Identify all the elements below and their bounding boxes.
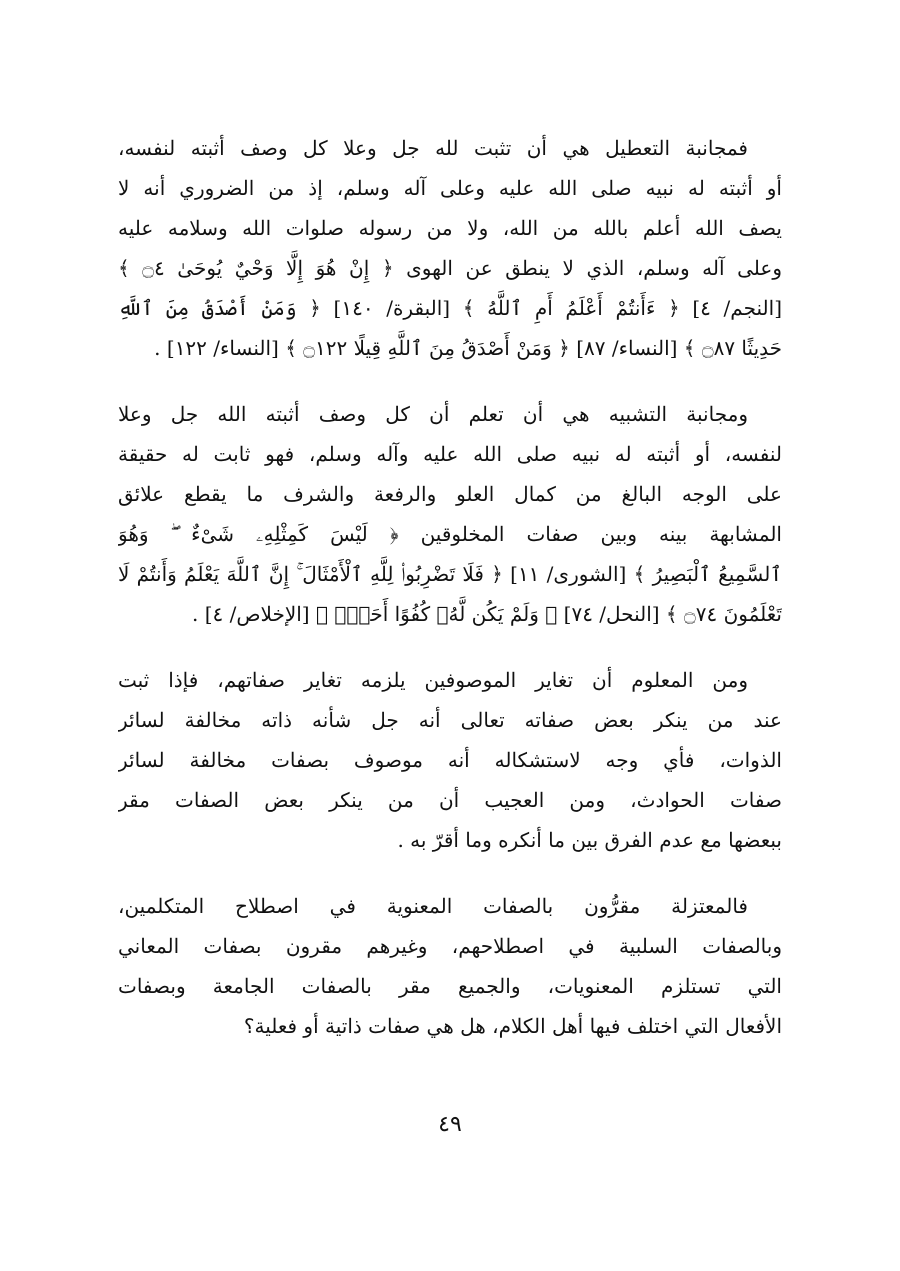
text-line: لنفسه، أو أثبته له نبيه صلى الله عليه وآله وسلم، فهو ثابت له حقيقة [118, 442, 782, 466]
text-line: فالمعتزلة مقرُّون بالصفات المعنوية في اصطلاح المتكلمين، [118, 894, 748, 918]
text-line: حَدِيثًا ۝٨٧ ﴾ [النساء/ ٨٧] ﴿ وَمَنْ أَصْدَقُ مِنَ ٱللَّهِ قِيلًا ۝١٢٢ ﴾ [النساء/ ١٢٢] . [154, 336, 782, 360]
text-line: أو أثبته له نبيه صلى الله عليه وعلى آله وسلم، إذ من الضروري أنه لا [118, 176, 782, 200]
text-line: [النجم/ ٤] ﴿ ءَأَنتُمْ أَعْلَمُ أَمِ ٱللَّهُ ﴾ [البقرة/ ١٤٠] ﴿ وَمَنْ أَصْدَقُ مِنَ ٱللَّهِ [118, 296, 782, 320]
paragraph-mutazila [118, 886, 782, 1046]
paragraph-ta3til [118, 128, 782, 368]
text-line: على الوجه البالغ من كمال العلو والرفعة والشرف ما يقطع علائق [118, 482, 782, 506]
text-line: يصف الله أعلم بالله من الله، ولا من رسوله صلوات الله وسلامه عليه [118, 216, 782, 240]
text-line: ٱلسَّمِيعُ ٱلْبَصِيرُ ﴾ [الشورى/ ١١] ﴿ فَلَا تَضْرِبُوا۟ لِلَّهِ ٱلْأَمْثَالَ ۚ إِنَّ ٱللَّهَ يَعْلَمُ وَأَنتُمْ لَا [118, 562, 782, 586]
text-line: ومجانبة التشبيه هي أن تعلم أن كل وصف أثبته الله جل وعلا [118, 402, 748, 426]
text-line: صفات الحوادث، ومن العجيب أن من ينكر بعض الصفات مقر [118, 788, 782, 812]
text-line: الأفعال التي اختلف فيها أهل الكلام، هل هي صفات ذاتية أو فعلية؟ [243, 1014, 782, 1038]
text-line: المشابهة بينه وبين صفات المخلوقين ﴿ لَيْسَ كَمِثْلِهِۦ شَىْءٌ ۖ وَهُوَ [118, 522, 782, 546]
paragraph-taghayur [118, 660, 782, 860]
paragraph-tashbih [118, 394, 782, 634]
page-number: ٤٩ [438, 1112, 462, 1137]
text-line: ومن المعلوم أن تغاير الموصوفين يلزمه تغاير صفاتهم، فإذا ثبت [118, 668, 748, 692]
page-body [118, 128, 782, 1072]
text-line: ببعضها مع عدم الفرق بين ما أنكره وما أقرّ به . [397, 828, 782, 852]
text-line: الذوات، فأي وجه لاستشكاله أنه موصوف بصفات مخالفة لسائر [118, 748, 782, 772]
text-line: تَعْلَمُونَ ۝٧٤ ﴾ [النحل/ ٧٤] ﴿ وَلَمْ يَكُن لَّهُۥ كُفُوًا أَحَدٌۢ ﴾ [الإخلاص/ ٤] . [191, 602, 782, 626]
text-line: فمجانبة التعطيل هي أن تثبت لله جل وعلا كل وصف أثبته لنفسه، [118, 136, 748, 160]
text-line: عند من ينكر بعض صفاته تعالى أنه جل شأنه ذاته مخالفة لسائر [118, 708, 782, 732]
text-line: وعلى آله وسلم، الذي لا ينطق عن الهوى ﴿ إِنْ هُوَ إِلَّا وَحْيٌ يُوحَىٰ ۝٤ ﴾ [118, 256, 782, 280]
text-line: وبالصفات السلبية في اصطلاحهم، وغيرهم مقرون بصفات المعاني [118, 934, 782, 958]
text-line: التي تستلزم المعنويات، والجميع مقر بالصفات الجامعة وبصفات [118, 974, 782, 998]
